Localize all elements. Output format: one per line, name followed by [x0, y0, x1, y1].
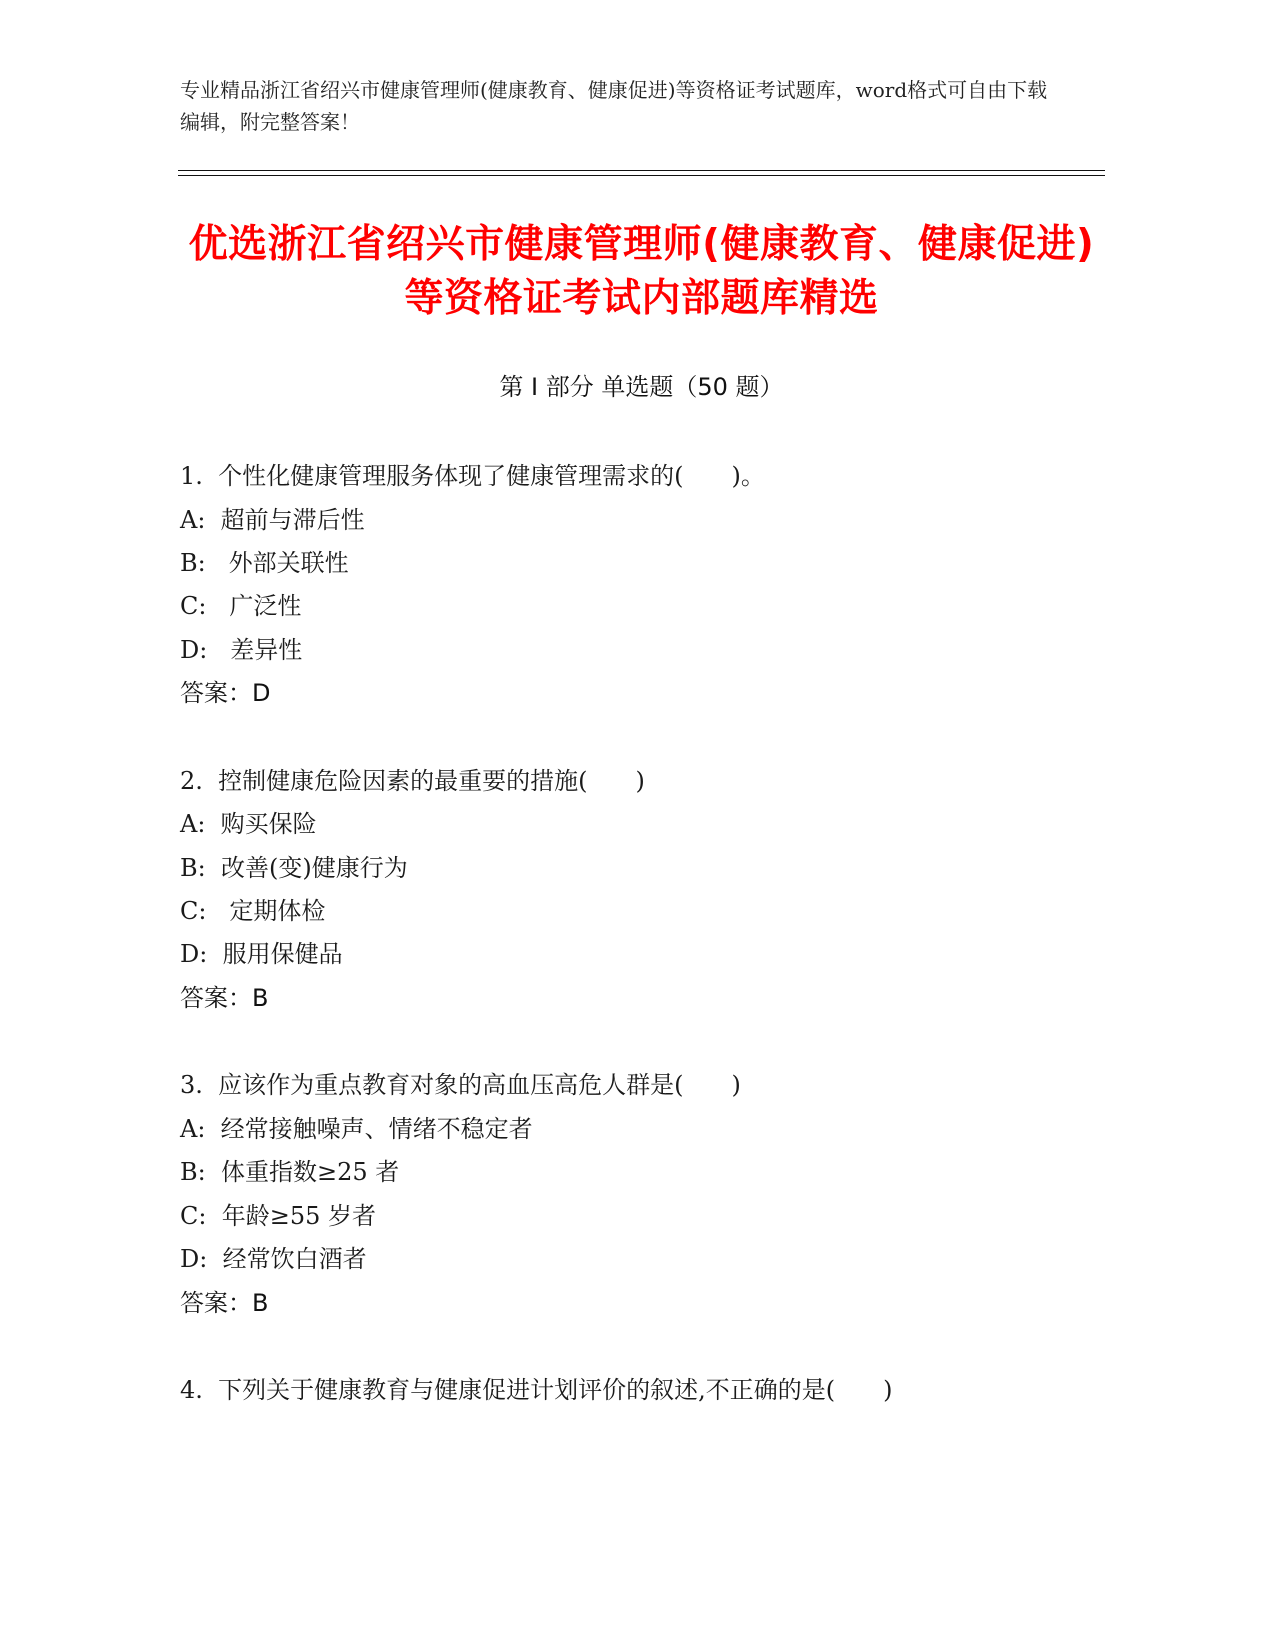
question-1-stem: 1. 个性化健康管理服务体现了健康管理需求的( )。 — [180, 462, 765, 490]
question-2-answer: 答案：B — [180, 984, 269, 1012]
question-3-option-c: C: 年龄≥55 岁者 — [180, 1202, 376, 1230]
question-1-answer: 答案：D — [180, 679, 271, 707]
question-4-stem: 4. 下列关于健康教育与健康促进计划评价的叙述,不正确的是( ) — [180, 1376, 893, 1404]
header-divider-bottom — [178, 175, 1105, 176]
question-3-option-b: B: 体重指数≥25 者 — [180, 1158, 400, 1186]
question-3-option-d: D: 经常饮白酒者 — [180, 1245, 367, 1273]
document-title: 优选浙江省绍兴市健康管理师(健康教育、健康促进)等资格证考试内部题库精选 — [188, 222, 1095, 321]
question-2-option-d: D: 服用保健品 — [180, 940, 343, 968]
question-1-option-d: D: 差异性 — [180, 636, 303, 664]
section-heading: 第 I 部分 单选题（50 题） — [499, 373, 784, 401]
header-divider-top — [178, 170, 1105, 171]
question-2-stem: 2. 控制健康危险因素的最重要的措施( ) — [180, 767, 645, 795]
question-2-option-c: C: 定期体检 — [180, 897, 326, 925]
question-1-option-c: C: 广泛性 — [180, 592, 302, 620]
question-1-option-b: B: 外部关联性 — [180, 549, 349, 577]
header-note: 专业精品浙江省绍兴市健康管理师(健康教育、健康促进)等资格证考试题库，word格式可自由下载编辑，附完整答案！ — [180, 78, 1048, 134]
question-1-option-a: A: 超前与滞后性 — [180, 506, 365, 534]
question-2-option-a: A: 购买保险 — [180, 810, 317, 838]
question-2-option-b: B: 改善(变)健康行为 — [180, 854, 408, 882]
question-3-option-a: A: 经常接触噪声、情绪不稳定者 — [180, 1115, 533, 1143]
question-3-stem: 3. 应该作为重点教育对象的高血压高危人群是( ) — [180, 1071, 741, 1099]
question-3-answer: 答案：B — [180, 1289, 269, 1317]
